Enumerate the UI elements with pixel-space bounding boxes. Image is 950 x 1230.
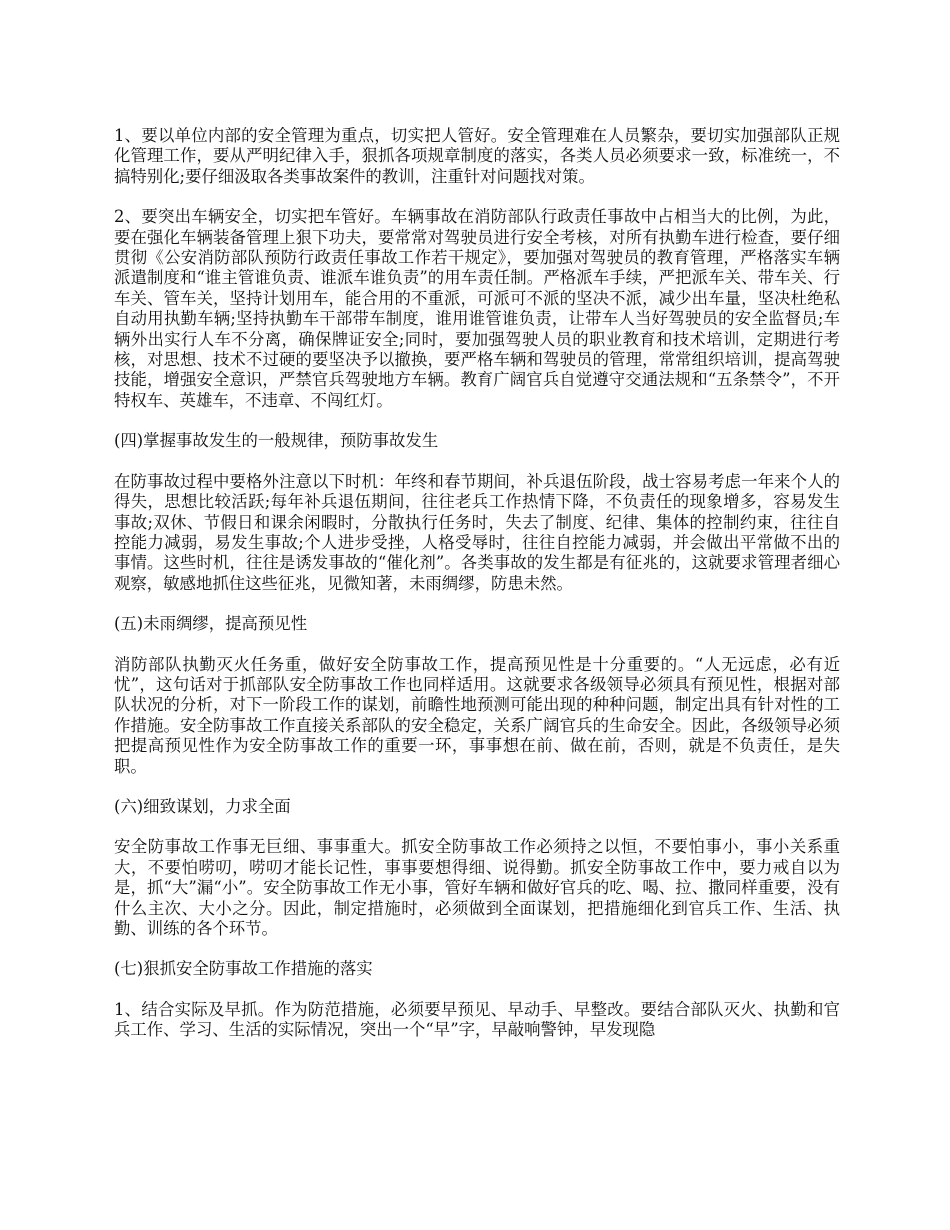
section-heading-foresight: (五)未雨绸缪，提高预见性 xyxy=(114,614,308,634)
paragraph-foresight: 消防部队执勤灭火任务重，做好安全防事故工作，提高预见性是十分重要的。“人无远虑，必有近忧”，这句话对于抓部队安全防事故工作也同样适用。这就要求各级领导必须具有预见性，根据对部队状况的分析，对下一阶段工作的谋划，前瞻性地预测可能出现的种种问题，制定出具有针对性的工作措施。安全防事故工作直接关系部队的安全稳定，关系广阔官兵的生命安全。因此，各级领导必须把提高预见性作为安全防事故工作的重要一环，事事想在前、做在前，否则，就是不负责任，是失职。 xyxy=(114,654,840,776)
section-heading-careful-planning: (六)细致谋划，力求全面 xyxy=(114,796,291,816)
paragraph-accident-timing: 在防事故过程中要格外注意以下时机：年终和春节期间，补兵退伍阶段，战士容易考虑一年来个人的得失，思想比较活跃;每年补兵退伍期间，往往老兵工作热情下降，不负责任的现象增多，容易发生事故;双休、节假日和课余闲暇时，分散执行任务时，失去了制度、纪律、集体的控制约束，往往自控能力减弱，易发生事故;个人进步受挫，人格受辱时，往往自控能力减弱，并会做出平常做不出的事情。这些时机，往往是诱发事故的“催化剂”。各类事故的发生都是有征兆的，这就要求管理者细心观察，敏感地抓住这些征兆，见微知著，未雨绸缪，防患未然。 xyxy=(114,471,840,593)
paragraph-personnel-safety: 1、要以单位内部的安全管理为重点，切实把人管好。安全管理难在人员繁杂，要切实加强部队正规化管理工作，要从严明纪律入手，狠抓各项规章制度的落实，各类人员必须要求一致，标准统一，不搞特别化;要仔细汲取各类事故案件的教训，注重针对问题找对策。 xyxy=(114,126,840,186)
paragraph-careful-planning: 安全防事故工作事无巨细、事事重大。抓安全防事故工作必须持之以恒，不要怕事小，事小关系重大，不要怕唠叨，唠叨才能长记性，事事要想得细、说得勤。抓安全防事故工作中，要力戒自以为是，抓“大”漏“小”。安全防事故工作无小事，管好车辆和做好官兵的吃、喝、拉、撒同样重要，没有什么主次、大小之分。因此，制定措施时，必须做到全面谋划，把措施细化到官兵工作、生活、执勤、训练的各个环节。 xyxy=(114,837,840,938)
paragraph-early-action: 1、结合实际及早抓。作为防范措施，必须要早预见、早动手、早整改。要结合部队灭火、执勤和官兵工作、学习、生活的实际情况，突出一个“早”字，早敲响警钟，早发现隐 xyxy=(114,999,840,1040)
section-heading-accident-patterns: (四)掌握事故发生的一般规律，预防事故发生 xyxy=(114,431,439,451)
section-heading-implementation: (七)狠抓安全防事故工作措施的落实 xyxy=(114,959,373,979)
paragraph-vehicle-safety: 2、要突出车辆安全，切实把车管好。车辆事故在消防部队行政责任事故中占相当大的比例，为此，要在强化车辆装备管理上狠下功夫，要常常对驾驶员进行安全考核，对所有执勤车进行检查，要仔细贯彻《公安消防部队预防行政责任事故工作若干规定》，要加强对驾驶员的教育管理，严格落实车辆派遣制度和“谁主管谁负责、谁派车谁负责”的用车责任制。严格派车手续，严把派车关、带车关、行车关、管车关，坚持计划用车，能合用的不重派，可派可不派的坚决不派，减少出车量，坚决杜绝私自动用执勤车辆;坚持执勤车干部带车制度，谁用谁管谁负责，让带车人当好驾驶员的安全监督员;车辆外出实行人车不分离，确保牌证安全;同时，要加强驾驶人员的职业教育和技术培训，定期进行考核，对思想、技术不过硬的要坚决予以撤换，要严格车辆和驾驶员的管理，常常组织培训，提高驾驶技能，增强安全意识，严禁官兵驾驶地方车辆。教育广阔官兵自觉遵守交通法规和“五条禁令”，不开特权车、英雄车，不违章、不闯红灯。 xyxy=(114,207,840,410)
document-body xyxy=(114,126,840,1061)
